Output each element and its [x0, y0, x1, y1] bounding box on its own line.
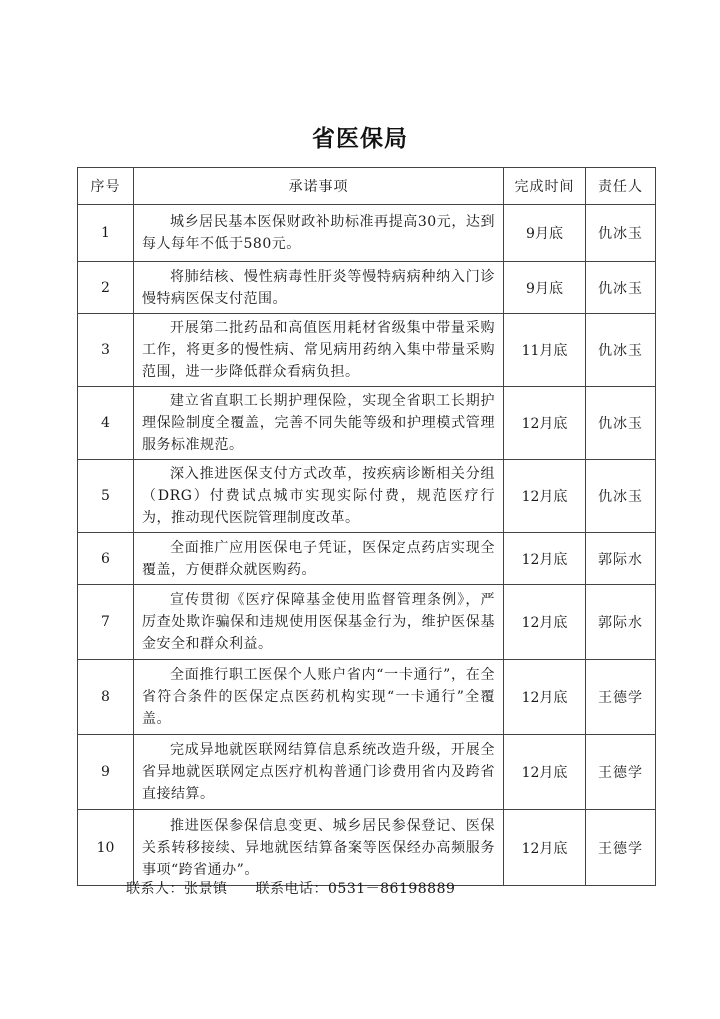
row-person: 王德学 [586, 810, 656, 886]
row-time: 9月底 [504, 205, 586, 262]
row-time: 11月底 [504, 314, 586, 387]
header-item: 承诺事项 [134, 168, 504, 205]
row-item: 深入推进医保支付方式改革，按疾病诊断相关分组（DRG）付费试点城市实现实际付费，规范医疗行为，推动现代医院管理制度改革。 [134, 460, 504, 533]
row-time: 12月底 [504, 660, 586, 735]
table-row [78, 314, 656, 387]
contact-phone: 联系电话：0531－86198889 [255, 881, 456, 897]
row-time: 9月底 [504, 262, 586, 314]
contact-line [126, 878, 455, 898]
row-seq: 5 [78, 460, 134, 533]
table-row [78, 205, 656, 262]
row-seq: 1 [78, 205, 134, 262]
table-row [78, 262, 656, 314]
row-person: 仇冰玉 [586, 205, 656, 262]
row-person: 仇冰玉 [586, 460, 656, 533]
header-seq: 序号 [78, 168, 134, 205]
row-person: 仇冰玉 [586, 262, 656, 314]
row-seq: 7 [78, 585, 134, 660]
table-row [78, 735, 656, 810]
table-row [78, 660, 656, 735]
header-person: 责任人 [586, 168, 656, 205]
row-person: 仇冰玉 [586, 387, 656, 460]
row-seq: 10 [78, 810, 134, 886]
row-time: 12月底 [504, 460, 586, 533]
row-time: 12月底 [504, 735, 586, 810]
row-person: 仇冰玉 [586, 314, 656, 387]
row-person: 郭际水 [586, 533, 656, 585]
table-row [78, 585, 656, 660]
commitment-table [77, 167, 656, 886]
page-title: 省医保局 [312, 126, 408, 152]
row-seq: 3 [78, 314, 134, 387]
table-row [78, 810, 656, 886]
row-item: 宣传贯彻《医疗保障基金使用监督管理条例》，严厉查处欺诈骗保和违规使用医保基金行为，维护医保基金安全和群众利益。 [134, 585, 504, 660]
row-item: 将肺结核、慢性病毒性肝炎等慢特病病种纳入门诊慢特病医保支付范围。 [134, 262, 504, 314]
row-seq: 2 [78, 262, 134, 314]
row-person: 郭际水 [586, 585, 656, 660]
table-row [78, 460, 656, 533]
table-header-row [78, 168, 656, 205]
row-seq: 9 [78, 735, 134, 810]
row-person: 王德学 [586, 735, 656, 810]
table-row [78, 387, 656, 460]
row-item: 全面推广应用医保电子凭证，医保定点药店实现全覆盖，方便群众就医购药。 [134, 533, 504, 585]
row-seq: 6 [78, 533, 134, 585]
contact-person: 联系人：张景镇 [126, 881, 228, 897]
row-time: 12月底 [504, 810, 586, 886]
row-person: 王德学 [586, 660, 656, 735]
row-item: 全面推行职工医保个人账户省内“一卡通行”，在全省符合条件的医保定点医药机构实现“一卡通行”全覆盖。 [134, 660, 504, 735]
row-item: 开展第二批药品和高值医用耗材省级集中带量采购工作，将更多的慢性病、常见病用药纳入集中带量采购范围，进一步降低群众看病负担。 [134, 314, 504, 387]
table-row [78, 533, 656, 585]
row-time: 12月底 [504, 533, 586, 585]
row-item: 建立省直职工长期护理保险，实现全省职工长期护理保险制度全覆盖，完善不同失能等级和护理模式管理服务标准规范。 [134, 387, 504, 460]
row-time: 12月底 [504, 585, 586, 660]
row-seq: 8 [78, 660, 134, 735]
row-seq: 4 [78, 387, 134, 460]
row-item: 推进医保参保信息变更、城乡居民参保登记、医保关系转移接续、异地就医结算备案等医保经办高频服务事项“跨省通办”。 [134, 810, 504, 886]
row-item: 城乡居民基本医保财政补助标准再提高30元，达到每人每年不低于580元。 [134, 205, 504, 262]
header-time: 完成时间 [504, 168, 586, 205]
row-item: 完成异地就医联网结算信息系统改造升级，开展全省异地就医联网定点医疗机构普通门诊费用省内及跨省直接结算。 [134, 735, 504, 810]
row-time: 12月底 [504, 387, 586, 460]
